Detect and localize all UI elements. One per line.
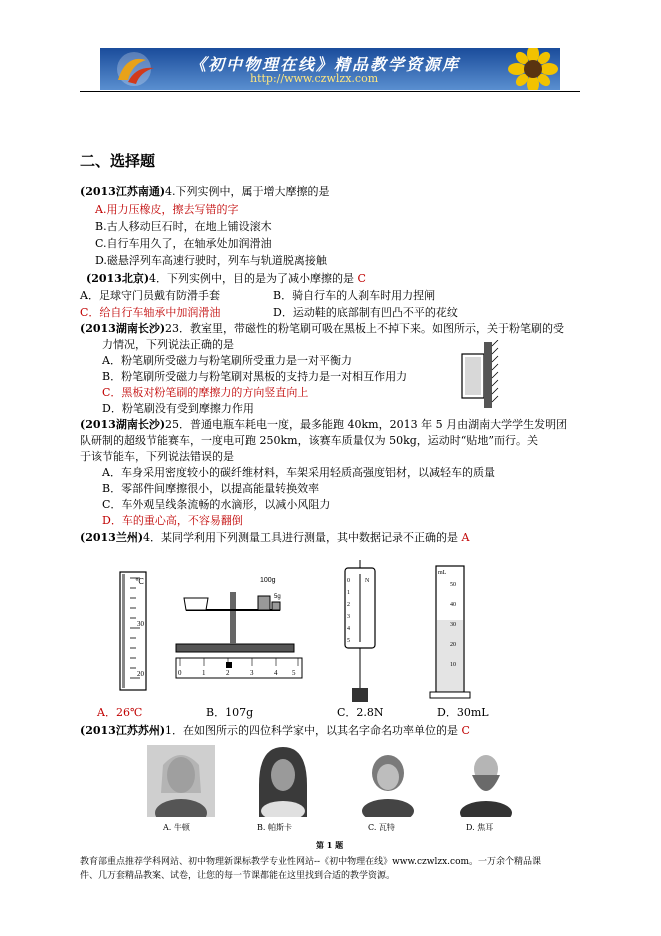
- q3-option-c: C．黑板对粉笔刷的摩擦力的方向竖直向上: [102, 386, 309, 399]
- q6-caption-a: A. 牛顿: [163, 823, 190, 832]
- question-3-stem-cont: 力情况，下列说法正确的是: [102, 338, 234, 351]
- question-1-stem: (2013江苏南通)4.下列实例中，属于增大摩擦的是: [80, 185, 330, 198]
- question-4-stem: (2013湖南长沙)25．普通电瓶车耗电一度，最多能跑 40km，2013 年 5 月由湖南大学学生发明团: [80, 418, 568, 431]
- site-logo-icon: [106, 50, 166, 88]
- svg-text:1: 1: [202, 669, 206, 677]
- svg-text:5g: 5g: [274, 594, 281, 600]
- q6-caption-b: B. 帕斯卡: [257, 823, 292, 832]
- q6-caption-d: D. 焦耳: [466, 823, 494, 832]
- q2-option-c: C．给自行车轴承中加润滑油: [80, 306, 221, 319]
- svg-text:℃: ℃: [135, 577, 144, 586]
- svg-text:100g: 100g: [260, 577, 276, 584]
- graduated-cylinder-figure: [428, 560, 478, 700]
- svg-text:0: 0: [347, 578, 350, 584]
- q4-option-c: C．车外观呈线条流畅的水滴形，以减小风阻力: [102, 498, 331, 511]
- spring-scale-figure: [335, 560, 385, 705]
- q2-option-a: A．足球守门员戴有防滑手套: [80, 289, 220, 302]
- footer-line-2: 件、几万套精品教案、试卷，让您的每一节课都能在这里找到合适的教学资源。: [80, 871, 396, 881]
- q6-caption-c: C. 瓦特: [368, 823, 395, 832]
- svg-text:3: 3: [347, 614, 350, 620]
- q5-caption-b: B．107g: [206, 706, 254, 719]
- q3-option-b: B．粉笔刷所受磁力与粉笔刷对黑板的支持力是一对相互作用力: [102, 370, 408, 383]
- svg-text:30: 30: [137, 620, 144, 628]
- header-banner: [100, 48, 560, 90]
- newton-portrait: [147, 745, 215, 817]
- q2-option-b: B．骑自行车的人刹车时用力捏闸: [273, 289, 436, 302]
- q4-option-b: B．零部件间摩擦很小，以提高能量转换效率: [102, 482, 320, 495]
- svg-text:4: 4: [347, 626, 350, 632]
- q6-figure-label: 第 1 题: [316, 840, 344, 850]
- svg-text:4: 4: [274, 669, 278, 677]
- q5-caption-c: C．2.8N: [337, 706, 384, 719]
- svg-text:10: 10: [450, 662, 456, 668]
- svg-text:1: 1: [347, 590, 350, 596]
- svg-text:0: 0: [178, 669, 182, 677]
- q5-caption-a: A．26℃: [97, 706, 143, 719]
- q5-caption-d: D．30mL: [437, 706, 489, 719]
- banner-url[interactable]: http://www.czwlzx.com: [250, 72, 379, 85]
- footer-line-1: 教育部重点推荐学科网站、初中物理新课标教学专业性网站--《初中物理在线》www.czwlzx.com。一万余个精品课: [80, 857, 542, 867]
- question-5-stem: (2013兰州)4．某同学利用下列测量工具进行测量，其中数据记录不正确的是 A: [80, 531, 470, 544]
- svg-text:20: 20: [137, 670, 144, 678]
- question-2-stem: (2013北京)4．下列实例中，目的是为了减小摩擦的是 C: [86, 272, 366, 285]
- svg-text:40: 40: [450, 602, 456, 608]
- q3-option-a: A．粉笔刷所受磁力与粉笔刷所受重力是一对平衡力: [102, 354, 352, 367]
- svg-text:3: 3: [250, 669, 254, 677]
- svg-text:50: 50: [450, 582, 456, 588]
- joule-portrait: [452, 745, 520, 817]
- svg-text:N: N: [365, 578, 370, 584]
- q1-option-c: C.自行车用久了，在轴承处加润滑油: [95, 237, 272, 250]
- svg-text:5: 5: [347, 638, 350, 644]
- header-rule: [80, 91, 580, 92]
- q1-option-d: D.磁悬浮列车高速行驶时，列车与轨道脱离接触: [95, 254, 327, 267]
- question-4-stem-cont2: 于该节能车，下列说法错误的是: [80, 450, 234, 463]
- watt-portrait: [354, 745, 422, 817]
- balance-scale-figure: [168, 570, 308, 688]
- svg-text:2: 2: [347, 602, 350, 608]
- svg-text:30: 30: [450, 622, 456, 628]
- chalk-eraser-figure: [460, 340, 500, 410]
- q4-option-d: D．车的重心高，不容易翻倒: [102, 514, 243, 527]
- svg-text:5: 5: [292, 669, 296, 677]
- pascal-portrait: [249, 745, 317, 817]
- q2-option-d: D．运动鞋的底部制有凹凸不平的花纹: [273, 306, 458, 319]
- q4-option-a: A．车身采用密度较小的碳纤维材料，车架采用轻质高强度铝材，以减轻车的质量: [102, 466, 495, 479]
- question-6-stem: (2013江苏苏州)1．在如图所示的四位科学家中，以其名字命名功率单位的是 C: [80, 724, 470, 737]
- section-title: 二、选择题: [80, 152, 156, 170]
- thermometer-figure: [100, 568, 160, 698]
- q1-option-a: A.用力压橡皮，擦去写错的字: [95, 203, 239, 216]
- question-4-stem-cont: 队研制的超级节能赛车，一度电可跑 250km，该赛车质量仅为 50kg，运动时“贴地”而行。关: [80, 434, 539, 447]
- svg-text:2: 2: [226, 669, 230, 677]
- q1-option-b: B.古人移动巨石时，在地上铺设滚木: [95, 220, 272, 233]
- svg-text:20: 20: [450, 642, 456, 648]
- q3-option-d: D．粉笔刷没有受到摩擦力作用: [102, 402, 254, 415]
- banner-title: 《初中物理在线》精品教学资源库: [190, 55, 461, 74]
- question-3-stem: (2013湖南长沙)23．教室里，带磁性的粉笔刷可吸在黑板上不掉下来。如图所示，关于粉笔刷的受: [80, 322, 565, 335]
- svg-text:mL: mL: [438, 570, 447, 576]
- sunflower-icon: [505, 48, 560, 90]
